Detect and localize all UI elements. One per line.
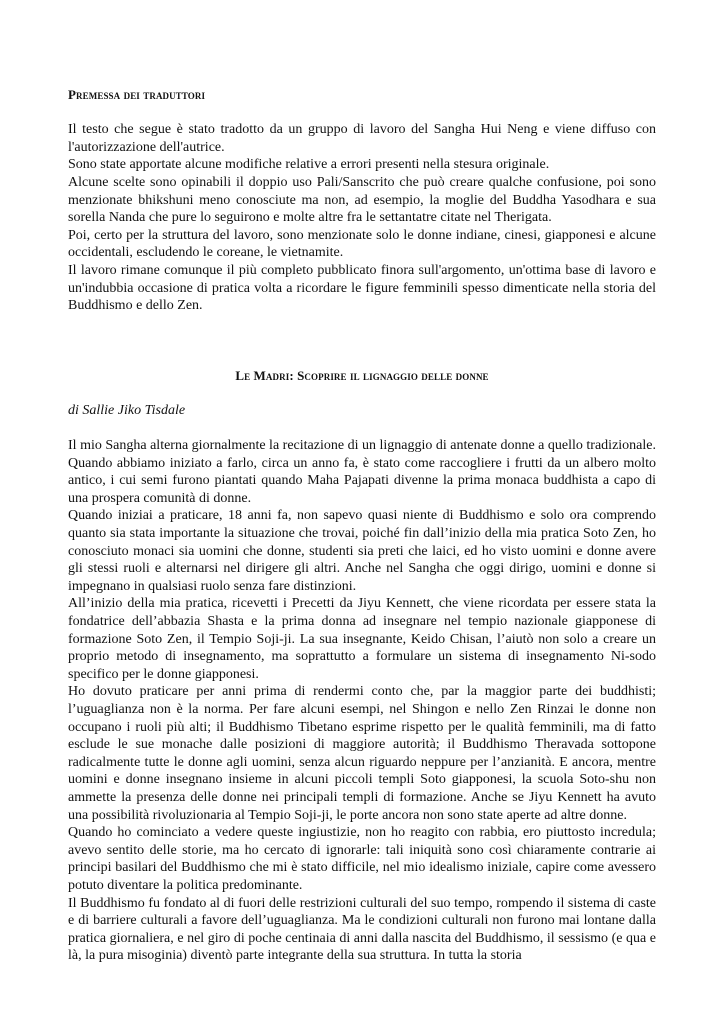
document-page: [68, 86, 656, 965]
article-author: di Sallie Jiko Tisdale: [68, 402, 186, 418]
article-paragraph-5: Quando ho cominciato a vedere queste ingiustizie, non ho reagito con rabbia, ero piuttosto incredula; avevo sentito delle storie, ma ho cercato di ignorarle: tali iniquità sono così chiaramente contrarie ai principi basilari del Buddhismo che mi è stato difficile, nel mio idealismo iniziale, capire come avessero potuto diventare la politica predominante.: [68, 825, 656, 893]
preface-paragraph-5: Il lavoro rimane comunque il più completo pubblicato finora sull'argomento, un'ottima base di lavoro e un'indubbia occasione di pratica volta a ricordare le figure femminili spesso dimenticate nella storia del Buddhismo e dello Zen.: [68, 262, 656, 314]
preface-heading: Premessa dei traduttori: [68, 87, 206, 102]
article-paragraph-2: Quando iniziai a praticare, 18 anni fa, non sapevo quasi niente di Buddhismo e solo ora comprendo quanto sia stata importante la situazione che trovai, poiché fin dall’inizio della mia pratica Soto Zen, ho conosciuto monaci sia uomini che donne, studenti sia preti che laici, ed ho visto uomini e donne avere gli stessi ruoli e alternarsi nel dirigere gli altri. Anche nel Sangha che oggi dirigo, uomini e donne si impegnano in qualsiasi ruolo senza fare distinzioni.: [68, 508, 656, 594]
article-paragraph-3: All’inizio della mia pratica, ricevetti i Precetti da Jiyu Kennett, che viene ricordata per essere stata la fondatrice dell’abbazia Shasta e la prima donna ad insegnare nel tempio nazionale giapponese di formazione Soto Zen, il Tempio Soji-ji. La sua insegnante, Keido Chisan, l’aiutò non solo a creare un proprio metodo di insegnamento, ma soprattutto a formulare un sistema di insegnamento Ni-sodo specifico per le donne giapponesi.: [68, 596, 656, 682]
preface-paragraph-3: Alcune scelte sono opinabili il doppio uso Pali/Sanscrito che può creare qualche confusione, poi sono menzionate bhikshuni meno conosciute ma non, ad esempio, la moglie del Buddha Yasodhara e sua sorella Nanda che pure lo seguirono e molte altre fra le settantatre citate nel Therigata.: [68, 174, 656, 226]
article-paragraph-6: Il Buddhismo fu fondato al di fuori delle restrizioni culturali del suo tempo, rompendo il sistema di caste e di barriere culturali a favore dell’uguaglianza. Ma le condizioni culturali non furono mai lontane dalla pratica giornaliera, e nel giro di poche centinaia di anni dalla nascita del Buddhismo, il sessismo (e qua e là, la pura misoginia) diventò parte integrante della sua struttura. In tutta la storia: [68, 895, 656, 964]
article-title: Le Madri: Scoprire il lignaggio delle donne: [235, 367, 489, 383]
article-paragraph-4: Ho dovuto praticare per anni prima di rendermi conto che, par la maggior parte dei buddhisti; l’uguaglianza non è la norma. Per fare alcuni esempi, nel Shingon e nello Zen Rinzai le donne non occupano i ruoli più alti; il Buddhismo Tibetano esprime rispetto per le qualità femminili, ma di fatto esclude le sue monache dalle posizioni di maggiore autorità; il Buddhismo Theravada sottopone radicalmente tutte le donne agli uomini, senza alcun riguardo neppure per l’anzianità. E ancora, mentre uomini e donne insegnano insieme in alcuni piccoli templi Soto giapponesi, la scuola Soto-shu non ammette la presenza delle donne nei principali templi di formazione. Anche se Jiyu Kennett ha avuto una possibilità rivoluzionaria al Tempio Soji-ji, le porte ancora non sono state aperte ad altre donne.: [68, 684, 656, 823]
preface-paragraph-1: Il testo che segue è stato tradotto da un gruppo di lavoro del Sangha Hui Neng e viene diffuso con l'autorizzazione dell'autrice.: [68, 122, 656, 155]
article-paragraph-1: Il mio Sangha alterna giornalmente la recitazione di un lignaggio di antenate donne a quello tradizionale. Quando abbiamo iniziato a farlo, circa un anno fa, è stato come raccogliere i frutti da un albero molto antico, i cui semi furono piantati quando Maha Pajapati divenne la prima monaca buddhista a capo di una prospera comunità di donne.: [68, 438, 656, 506]
preface-paragraph-4: Poi, certo per la struttura del lavoro, sono menzionate solo le donne indiane, cinesi, giapponesi e alcune occidentali, escludendo le coreane, le vietnamite.: [68, 227, 656, 261]
preface-paragraph-2: Sono state apportate alcune modifiche relative a errori presenti nella stesura originale.: [68, 157, 550, 173]
